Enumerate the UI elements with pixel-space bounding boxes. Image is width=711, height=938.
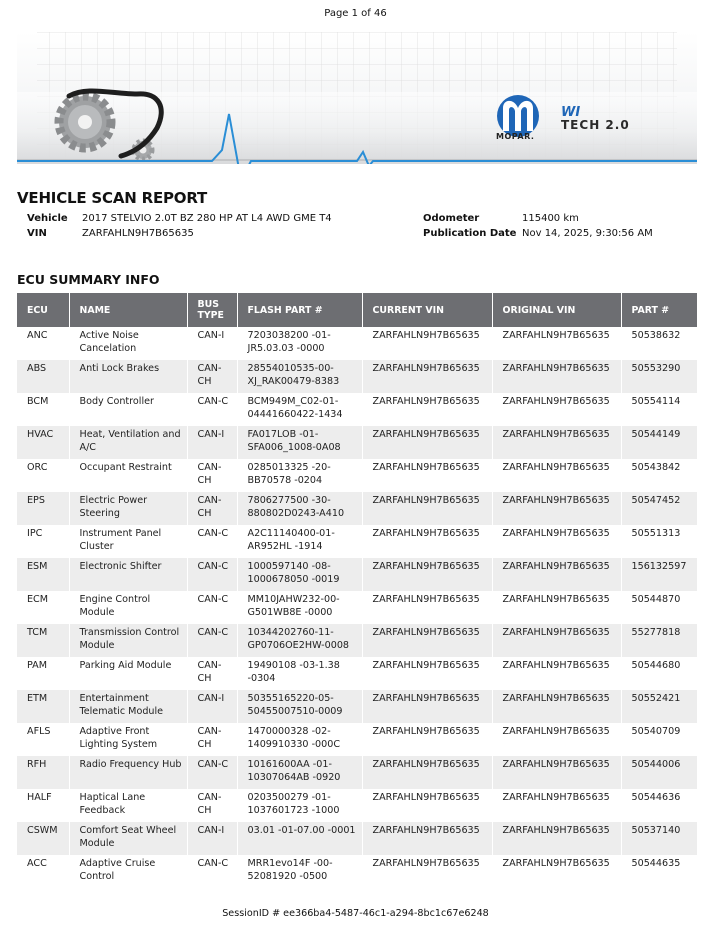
odometer-value: 115400 km: [522, 213, 579, 224]
ecu-name-cell: Comfort Seat Wheel Module: [69, 822, 187, 855]
page-number: Page 1 of 46: [324, 8, 387, 19]
ecu-code-cell: ORC: [17, 459, 69, 492]
original-vin-cell: ZARFAHLN9H7B65635: [492, 327, 621, 360]
ecu-summary-table: [17, 293, 698, 888]
table-row: [17, 822, 697, 855]
part-number-cell: 156132597: [621, 558, 697, 591]
ecu-code-cell: ABS: [17, 360, 69, 393]
ecu-code-cell: ANC: [17, 327, 69, 360]
flash-part-cell: 19490108 -03-1.38 -0304: [237, 657, 362, 690]
ecu-code-cell: HVAC: [17, 426, 69, 459]
original-vin-cell: ZARFAHLN9H7B65635: [492, 360, 621, 393]
current-vin-cell: ZARFAHLN9H7B65635: [362, 525, 492, 558]
ecu-name-cell: Entertainment Telematic Module: [69, 690, 187, 723]
table-row: [17, 525, 697, 558]
tech-wordmark: TECH 2.0: [561, 118, 630, 132]
flash-part-cell: A2C11140400-01-AR952HL -1914: [237, 525, 362, 558]
ecu-name-cell: Electric Power Steering: [69, 492, 187, 525]
table-row: [17, 426, 697, 459]
part-number-cell: 50544636: [621, 789, 697, 822]
bus-type-cell: CAN-I: [187, 822, 237, 855]
table-row: [17, 789, 697, 822]
part-number-cell: 50544870: [621, 591, 697, 624]
current-vin-cell: ZARFAHLN9H7B65635: [362, 558, 492, 591]
publication-date-value: Nov 14, 2025, 9:30:56 AM: [522, 228, 653, 239]
part-number-cell: 50543842: [621, 459, 697, 492]
original-vin-cell: ZARFAHLN9H7B65635: [492, 855, 621, 888]
flash-part-cell: 10161600AA -01-10307064AB -0920: [237, 756, 362, 789]
part-number-cell: 50537140: [621, 822, 697, 855]
part-number-cell: 50552421: [621, 690, 697, 723]
part-number-cell: 50540709: [621, 723, 697, 756]
bus-type-cell: CAN-CH: [187, 360, 237, 393]
large-gear-icon: [59, 96, 111, 148]
part-number-cell: 50544006: [621, 756, 697, 789]
odometer-label: Odometer: [423, 213, 480, 224]
current-vin-cell: ZARFAHLN9H7B65635: [362, 327, 492, 360]
ecu-name-cell: Parking Aid Module: [69, 657, 187, 690]
column-header-bus-type: BUS TYPE: [187, 293, 237, 327]
flash-part-cell: MM10JAHW232-00-G501WB8E -0000: [237, 591, 362, 624]
bus-type-cell: CAN-C: [187, 525, 237, 558]
current-vin-cell: ZARFAHLN9H7B65635: [362, 657, 492, 690]
column-header-part: PART #: [621, 293, 697, 327]
part-number-cell: 50551313: [621, 525, 697, 558]
part-number-cell: 50554114: [621, 393, 697, 426]
part-number-cell: 55277818: [621, 624, 697, 657]
ecu-name-cell: Adaptive Cruise Control: [69, 855, 187, 888]
current-vin-cell: ZARFAHLN9H7B65635: [362, 855, 492, 888]
ecu-code-cell: RFH: [17, 756, 69, 789]
ecu-name-cell: Active Noise Cancelation: [69, 327, 187, 360]
current-vin-cell: ZARFAHLN9H7B65635: [362, 360, 492, 393]
session-id: SessionID # ee366ba4-5487-46c1-a294-8bc1c67e6248: [222, 908, 489, 919]
flash-part-cell: FA017LOB -01-SFA006_1008-0A08: [237, 426, 362, 459]
flash-part-cell: 28554010535-00-XJ_RAK00479-8383: [237, 360, 362, 393]
bus-type-cell: CAN-I: [187, 327, 237, 360]
original-vin-cell: ZARFAHLN9H7B65635: [492, 789, 621, 822]
current-vin-cell: ZARFAHLN9H7B65635: [362, 591, 492, 624]
table-row: [17, 591, 697, 624]
flash-part-cell: 7203038200 -01-JR5.03.03 -0000: [237, 327, 362, 360]
bus-type-cell: CAN-I: [187, 426, 237, 459]
column-header-name: NAME: [69, 293, 187, 327]
current-vin-cell: ZARFAHLN9H7B65635: [362, 492, 492, 525]
ecu-code-cell: ETM: [17, 690, 69, 723]
ecu-code-cell: ACC: [17, 855, 69, 888]
current-vin-cell: ZARFAHLN9H7B65635: [362, 822, 492, 855]
table-row: [17, 360, 697, 393]
vin-value: ZARFAHLN9H7B65635: [82, 228, 194, 239]
original-vin-cell: ZARFAHLN9H7B65635: [492, 558, 621, 591]
original-vin-cell: ZARFAHLN9H7B65635: [492, 690, 621, 723]
banner-graphic: [17, 32, 697, 164]
table-row: [17, 624, 697, 657]
part-number-cell: 50538632: [621, 327, 697, 360]
ecu-code-cell: ESM: [17, 558, 69, 591]
flash-part-cell: 10344202760-11-GP0706OE2HW-0008: [237, 624, 362, 657]
original-vin-cell: ZARFAHLN9H7B65635: [492, 426, 621, 459]
bus-type-cell: CAN-C: [187, 855, 237, 888]
flash-part-cell: BCM949M_C02-01-04441660422-1434: [237, 393, 362, 426]
wi-wordmark: WI: [561, 105, 581, 120]
column-header-original-vin: ORIGINAL VIN: [492, 293, 621, 327]
table-row: [17, 756, 697, 789]
ecu-code-cell: TCM: [17, 624, 69, 657]
original-vin-cell: ZARFAHLN9H7B65635: [492, 723, 621, 756]
part-number-cell: 50553290: [621, 360, 697, 393]
part-number-cell: 50544680: [621, 657, 697, 690]
ecu-code-cell: HALF: [17, 789, 69, 822]
bus-type-cell: CAN-CH: [187, 459, 237, 492]
report-title: VEHICLE SCAN REPORT: [17, 189, 208, 207]
table-row: [17, 492, 697, 525]
ecu-code-cell: AFLS: [17, 723, 69, 756]
ecu-name-cell: Transmission Control Module: [69, 624, 187, 657]
table-header-row: [17, 293, 697, 327]
table-row: [17, 723, 697, 756]
ecu-name-cell: Electronic Shifter: [69, 558, 187, 591]
current-vin-cell: ZARFAHLN9H7B65635: [362, 756, 492, 789]
mopar-logo-icon: [497, 95, 539, 137]
mopar-wordmark: MOPAR.: [496, 132, 535, 141]
original-vin-cell: ZARFAHLN9H7B65635: [492, 492, 621, 525]
ecu-name-cell: Haptical Lane Feedback: [69, 789, 187, 822]
part-number-cell: 50547452: [621, 492, 697, 525]
bus-type-cell: CAN-C: [187, 558, 237, 591]
flash-part-cell: MRR1evo14F -00-52081920 -0500: [237, 855, 362, 888]
bus-type-cell: CAN-CH: [187, 789, 237, 822]
ecu-name-cell: Occupant Restraint: [69, 459, 187, 492]
ecu-name-cell: Adaptive Front Lighting System: [69, 723, 187, 756]
current-vin-cell: ZARFAHLN9H7B65635: [362, 690, 492, 723]
flash-part-cell: 50355165220-05-50455007510-0009: [237, 690, 362, 723]
bus-type-cell: CAN-C: [187, 393, 237, 426]
current-vin-cell: ZARFAHLN9H7B65635: [362, 426, 492, 459]
column-header-ecu: ECU: [17, 293, 69, 327]
publication-date-label: Publication Date: [423, 228, 517, 239]
original-vin-cell: ZARFAHLN9H7B65635: [492, 822, 621, 855]
vehicle-value: 2017 STELVIO 2.0T BZ 280 HP AT L4 AWD GME T4: [82, 213, 332, 224]
table-row: [17, 327, 697, 360]
flash-part-cell: 03.01 -01-07.00 -0001: [237, 822, 362, 855]
column-header-flash-part: FLASH PART #: [237, 293, 362, 327]
original-vin-cell: ZARFAHLN9H7B65635: [492, 756, 621, 789]
current-vin-cell: ZARFAHLN9H7B65635: [362, 393, 492, 426]
flash-part-cell: 7806277500 -30-880802D0243-A410: [237, 492, 362, 525]
original-vin-cell: ZARFAHLN9H7B65635: [492, 657, 621, 690]
column-header-current-vin: CURRENT VIN: [362, 293, 492, 327]
ecu-code-cell: EPS: [17, 492, 69, 525]
current-vin-cell: ZARFAHLN9H7B65635: [362, 723, 492, 756]
original-vin-cell: ZARFAHLN9H7B65635: [492, 393, 621, 426]
part-number-cell: 50544149: [621, 426, 697, 459]
table-row: [17, 855, 697, 888]
ecu-code-cell: CSWM: [17, 822, 69, 855]
table-row: [17, 393, 697, 426]
current-vin-cell: ZARFAHLN9H7B65635: [362, 459, 492, 492]
ecu-code-cell: BCM: [17, 393, 69, 426]
table-row: [17, 657, 697, 690]
bus-type-cell: CAN-CH: [187, 492, 237, 525]
ecu-name-cell: Radio Frequency Hub: [69, 756, 187, 789]
flash-part-cell: 1470000328 -02-1409910330 -000C: [237, 723, 362, 756]
bus-type-cell: CAN-I: [187, 690, 237, 723]
flash-part-cell: 0203500279 -01-1037601723 -1000: [237, 789, 362, 822]
vehicle-label: Vehicle: [27, 213, 68, 224]
bus-type-cell: CAN-C: [187, 591, 237, 624]
ecu-code-cell: IPC: [17, 525, 69, 558]
table-row: [17, 558, 697, 591]
ecu-name-cell: Anti Lock Brakes: [69, 360, 187, 393]
ecu-name-cell: Body Controller: [69, 393, 187, 426]
table-row: [17, 459, 697, 492]
ecu-code-cell: PAM: [17, 657, 69, 690]
ecu-name-cell: Heat, Ventilation and A/C: [69, 426, 187, 459]
original-vin-cell: ZARFAHLN9H7B65635: [492, 525, 621, 558]
ecu-name-cell: Engine Control Module: [69, 591, 187, 624]
current-vin-cell: ZARFAHLN9H7B65635: [362, 789, 492, 822]
table-row: [17, 690, 697, 723]
header-banner: [17, 32, 697, 164]
bus-type-cell: CAN-C: [187, 756, 237, 789]
original-vin-cell: ZARFAHLN9H7B65635: [492, 591, 621, 624]
original-vin-cell: ZARFAHLN9H7B65635: [492, 624, 621, 657]
ecu-name-cell: Instrument Panel Cluster: [69, 525, 187, 558]
bus-type-cell: CAN-CH: [187, 723, 237, 756]
section-title: ECU SUMMARY INFO: [17, 272, 160, 287]
flash-part-cell: 1000597140 -08-1000678050 -0019: [237, 558, 362, 591]
part-number-cell: 50544635: [621, 855, 697, 888]
original-vin-cell: ZARFAHLN9H7B65635: [492, 459, 621, 492]
vin-label: VIN: [27, 228, 47, 239]
ecu-code-cell: ECM: [17, 591, 69, 624]
bus-type-cell: CAN-CH: [187, 657, 237, 690]
bus-type-cell: CAN-C: [187, 624, 237, 657]
current-vin-cell: ZARFAHLN9H7B65635: [362, 624, 492, 657]
flash-part-cell: 0285013325 -20-BB70578 -0204: [237, 459, 362, 492]
